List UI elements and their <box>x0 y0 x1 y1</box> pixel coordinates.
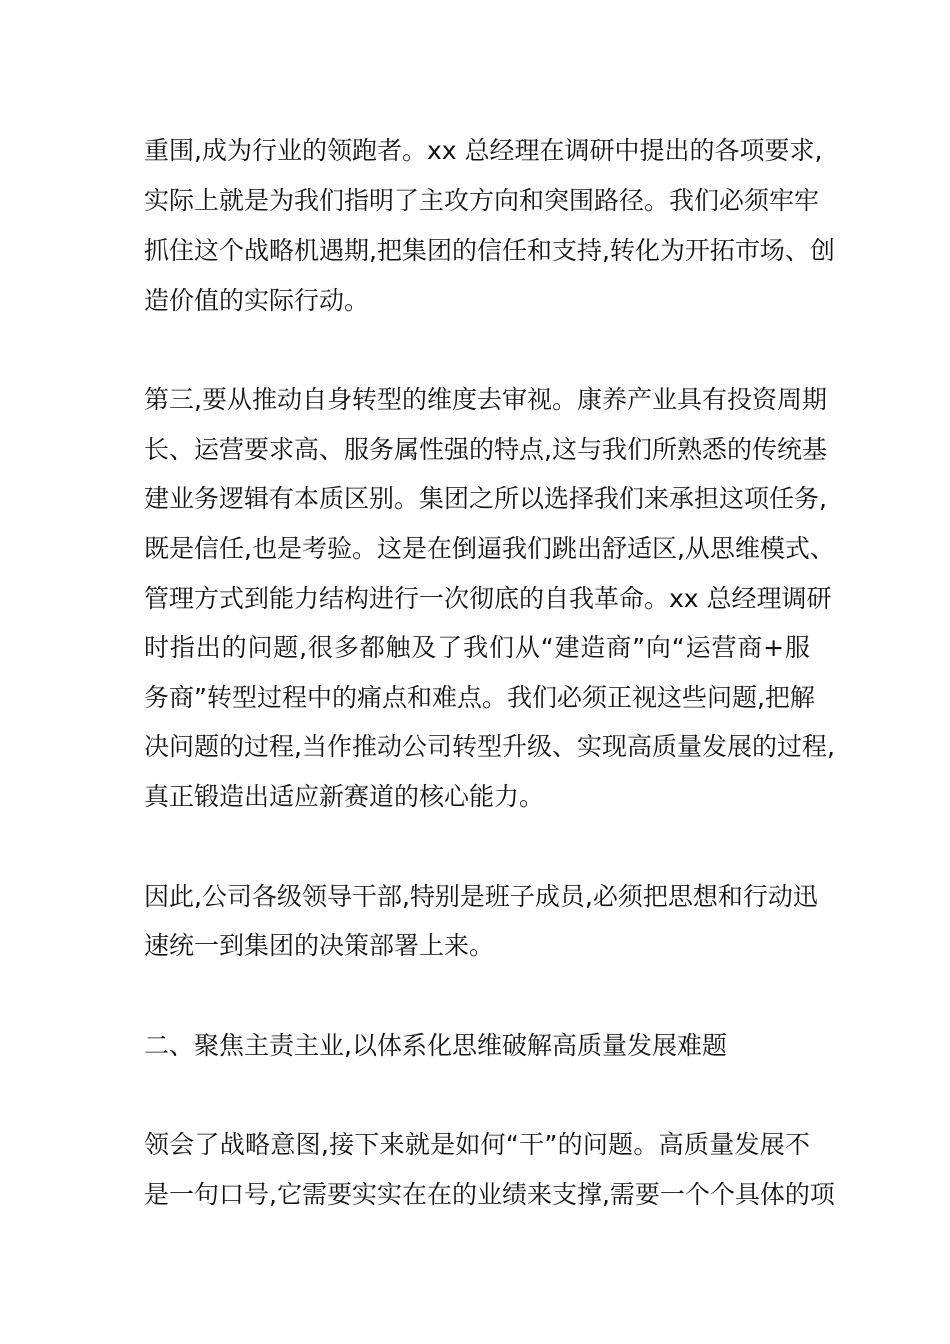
paragraph-2-line-3: 建业务逻辑有本质区别。集团之所以选择我们来承担这项任务, <box>144 484 827 513</box>
paragraph-2-line-4: 既是信任,也是考验。这是在倒逼我们跳出舒适区,从思维模式、 <box>144 534 835 563</box>
paragraph-1-line-2: 实际上就是为我们指明了主攻方向和突围路径。我们必须牢牢 <box>144 186 820 215</box>
paragraph-1-line-1: 重围,成为行业的领跑者。xx 总经理在调研中提出的各项要求, <box>144 136 823 165</box>
paragraph-2-line-8: 决问题的过程,当作推动公司转型升级、实现高质量发展的过程, <box>144 732 835 761</box>
paragraph-2-line-6: 时指出的问题,很多都触及了我们从“建造商”向“运营商+服 <box>144 633 810 662</box>
paragraph-1-line-3: 抓住这个战略机遇期,把集团的信任和支持,转化为开拓市场、创 <box>144 236 835 265</box>
paragraph-2-line-2: 长、运营要求高、服务属性强的特点,这与我们所熟悉的传统基 <box>144 435 827 464</box>
section-heading: 二、聚焦主责主业,以体系化思维破解高质量发展难题 <box>144 1031 727 1060</box>
paragraph-3-line-2: 速统一到集团的决策部署上来。 <box>144 931 495 960</box>
paragraph-2-line-5: 管理方式到能力结构进行一次彻底的自我革命。xx 总经理调研 <box>144 584 832 613</box>
paragraph-4-line-2: 是一句口号,它需要实实在在的业绩来支撑,需要一个个具体的项 <box>144 1180 835 1209</box>
paragraph-2-line-1: 第三,要从推动自身转型的维度去审视。康养产业具有投资周期 <box>144 385 827 414</box>
paragraph-1-line-4: 造价值的实际行动。 <box>144 286 370 315</box>
paragraph-2-line-7: 务商”转型过程中的痛点和难点。我们必须正视这些问题,把解 <box>144 683 815 712</box>
paragraph-2-line-9: 真正锻造出适应新赛道的核心能力。 <box>144 782 545 811</box>
paragraph-3-line-1: 因此,公司各级领导干部,特别是班子成员,必须把思想和行动迅 <box>144 882 818 911</box>
paragraph-4-line-1: 领会了战略意图,接下来就是如何“干”的问题。高质量发展不 <box>144 1130 810 1159</box>
